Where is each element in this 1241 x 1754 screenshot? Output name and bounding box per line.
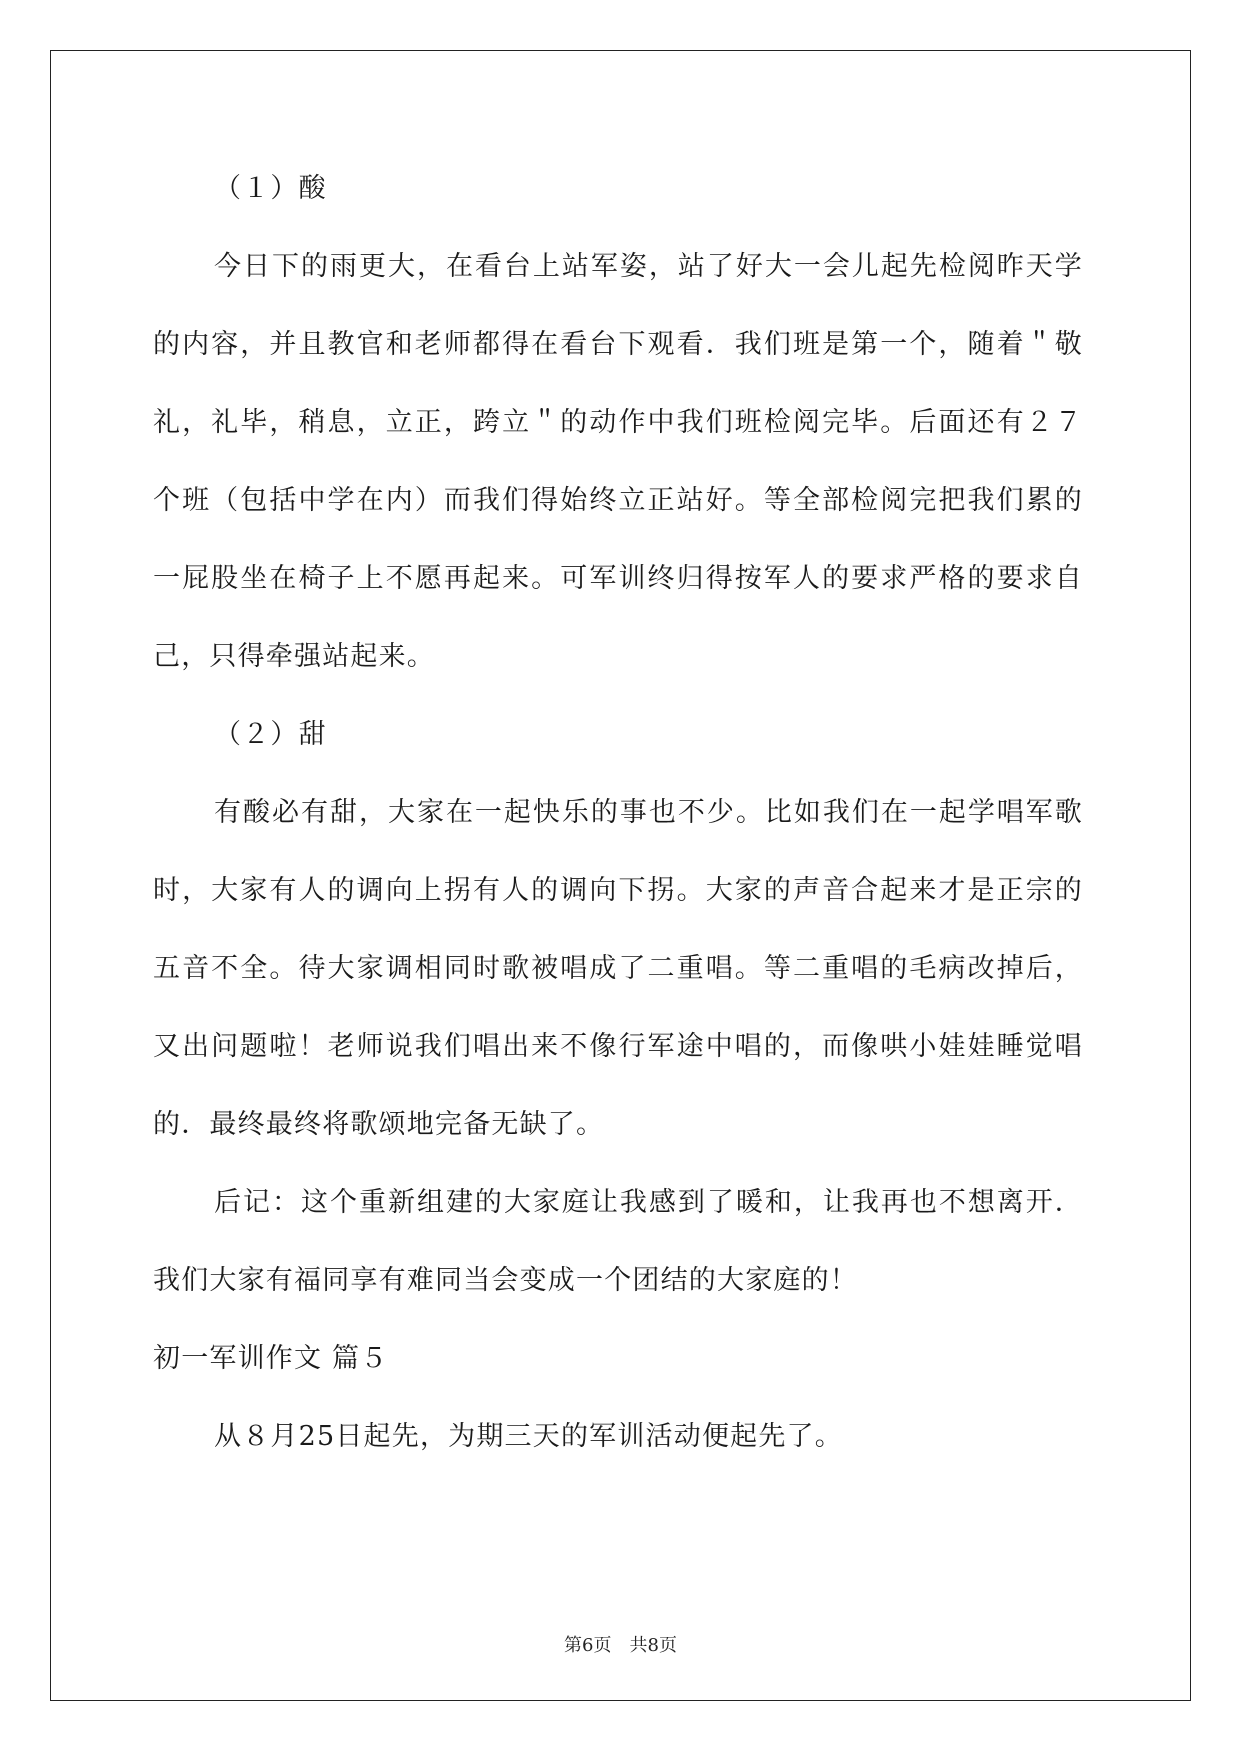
section-heading-sour: （１）酸 bbox=[214, 173, 327, 204]
paragraph: 从８月25日起先，为期三天的军训活动便起先了。 bbox=[214, 1421, 843, 1452]
paragraph: 今日下的雨更大，在看台上站军姿，站了好大一会儿起先检阅昨天学的内容，并且教官和老师都得在看台下观看．我们班是第一个，随着＂敬礼，礼毕，稍息，立正，跨立＂的动作中我们班检阅完毕。后面还有２７个班（包括中学在内）而我们得始终立正站好。等全部检阅完把我们累的一屁股坐在椅子上不愿再起来。可军训终归得按军人的要求严格的要求自己，只得牵强站起来。 bbox=[153, 251, 1083, 672]
paragraph: 有酸必有甜，大家在一起快乐的事也不少。比如我们在一起学唱军歌时，大家有人的调向上拐有人的调向下拐。大家的声音合起来才是正宗的五音不全。待大家调相同时歌被唱成了二重唱。等二重唱的毛病改掉后，又出问题啦！老师说我们唱出来不像行军途中唱的，而像哄小娃娃睡觉唱的．最终最终将歌颂地完备无缺了。 bbox=[153, 797, 1083, 1140]
document-body bbox=[153, 150, 1083, 1476]
section-heading-sweet: （２）甜 bbox=[214, 719, 327, 750]
page-number-footer: 第6页 共8页 bbox=[564, 1635, 677, 1656]
essay-title: 初一军训作文 篇５ bbox=[153, 1343, 389, 1374]
paragraph-postscript: 后记：这个重新组建的大家庭让我感到了暖和，让我再也不想离开．我们大家有福同享有难同当会变成一个团结的大家庭的！ bbox=[153, 1187, 1083, 1296]
